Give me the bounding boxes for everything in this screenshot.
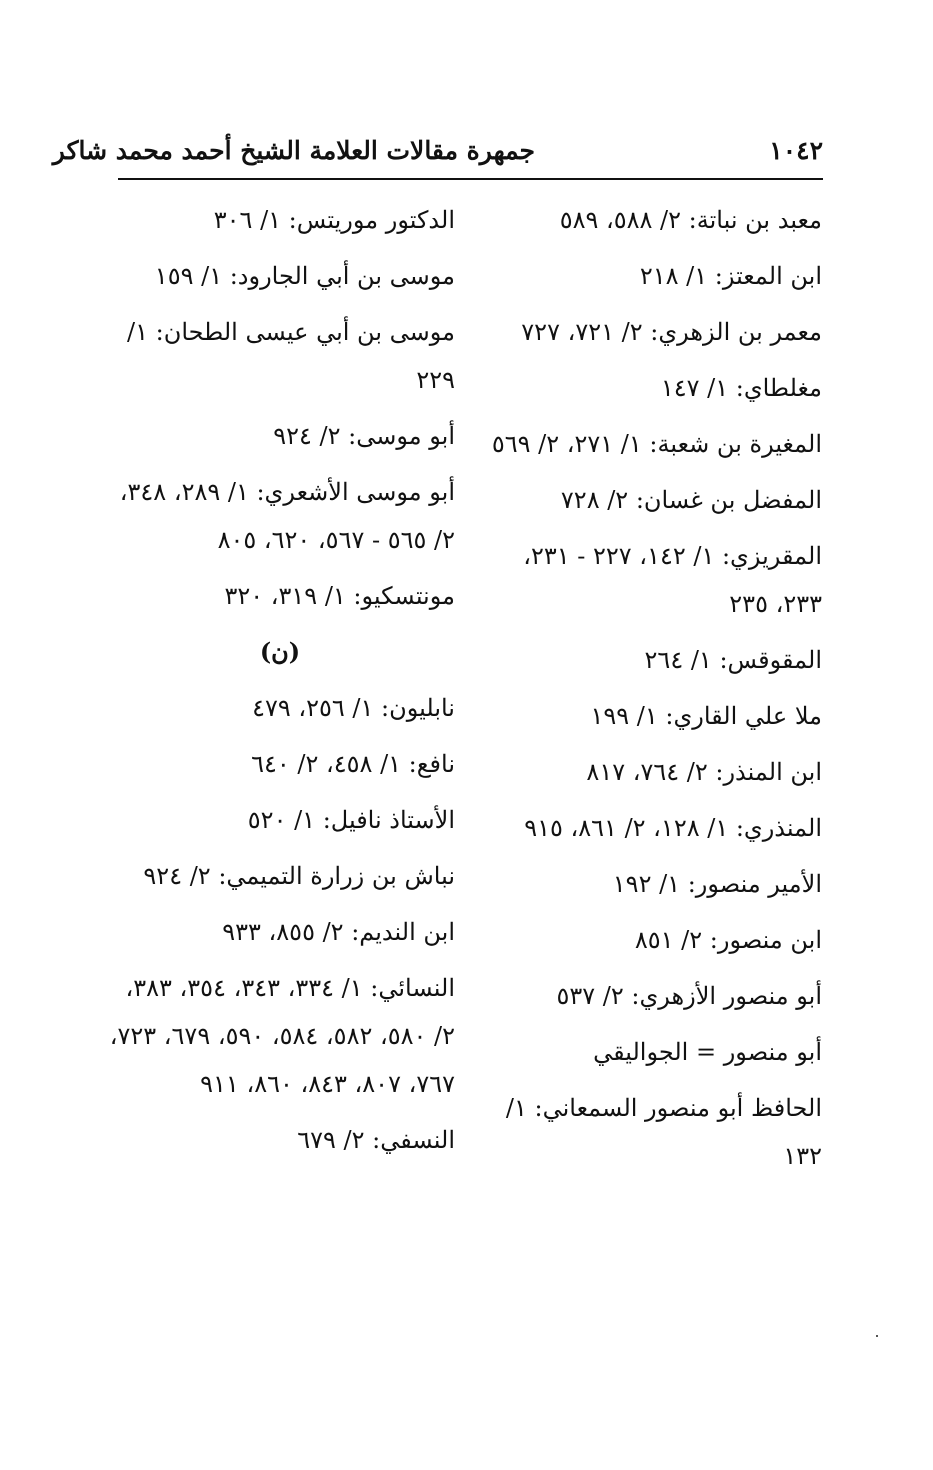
index-entry: الدكتور موريتس: ١/ ٣٠٦ — [213, 206, 455, 234]
index-entry: موسى بن أبي عيسى الطحان: ١/ ٢٢٩ — [127, 318, 455, 394]
scan-speck — [876, 1335, 878, 1337]
index-entry: ابن النديم: ٢/ ٨٥٥، ٩٣٣ — [222, 918, 455, 946]
index-entry: المغيرة بن شعبة: ١/ ٢٧١، ٢/ ٥٦٩ — [491, 430, 822, 458]
index-entry: الأمير منصور: ١/ ١٩٢ — [612, 870, 822, 898]
index-column-right — [472, 196, 822, 1188]
page-number: ١٠٤٢ — [769, 136, 823, 165]
index-entry: المقريزي: ١/ ١٤٢، ٢٢٧ - ٢٣١، ٢٣٣، ٢٣٥ — [523, 542, 822, 618]
index-entry: الحافظ أبو منصور السمعاني: ١/ ١٣٢ — [505, 1094, 822, 1170]
index-entry: ابن منصور: ٢/ ٨٥١ — [634, 926, 822, 954]
index-entry: نافع: ١/ ٤٥٨، ٢/ ٦٤٠ — [251, 750, 455, 778]
index-entry: المقوقس: ١/ ٢٦٤ — [644, 646, 822, 674]
page-header — [52, 132, 823, 174]
index-entry: النسائي: ١/ ٣٣٤، ٣٤٣، ٣٥٤، ٣٨٣، ٢/ ٥٨٠، ٥٨٢، ٥٨٤، ٥٩٠، ٦٧٩، ٧٢٣، ٧٦٧، ٨٠٧، ٨٤٣، ٨٦٠، ٩١١ — [109, 974, 455, 1098]
index-entry: ابن المعتز: ١/ ٢١٨ — [639, 262, 822, 290]
index-entry: معبد بن نباتة: ٢/ ٥٨٨، ٥٨٩ — [559, 206, 822, 234]
index-entry: المنذري: ١/ ١٢٨، ٢/ ٨٦١، ٩١٥ — [524, 814, 822, 842]
index-entry: معمر بن الزهري: ٢/ ٧٢١، ٧٢٧ — [521, 318, 822, 346]
index-entry: ابن المنذر: ٢/ ٧٦٤، ٨١٧ — [586, 758, 822, 786]
index-entry: مونتسكيو: ١/ ٣١٩، ٣٢٠ — [224, 582, 455, 610]
running-title: جمهرة مقالات العلامة الشيخ أحمد محمد شاكر — [52, 136, 535, 165]
index-entry: أبو موسى: ٢/ ٩٢٤ — [273, 422, 455, 450]
section-letter-heading: (ن) — [259, 637, 301, 666]
index-entry: النسفي: ٢/ ٦٧٩ — [297, 1126, 455, 1154]
index-entry: الأستاذ نافيل: ١/ ٥٢٠ — [247, 806, 455, 834]
index-entry: أبو منصور = الجواليقي — [593, 1038, 822, 1066]
index-entry: ملا علي القاري: ١/ ١٩٩ — [590, 702, 822, 730]
index-entry: نباش بن زرارة التميمي: ٢/ ٩٢٤ — [143, 862, 455, 890]
index-entry: المفضل بن غسان: ٢/ ٧٢٨ — [560, 486, 822, 514]
index-column-left — [105, 196, 455, 1172]
index-entry: موسى بن أبي الجارود: ١/ ١٥٩ — [154, 262, 455, 290]
index-entry: أبو منصور الأزهري: ٢/ ٥٣٧ — [556, 982, 822, 1010]
index-entry: مغلطاي: ١/ ١٤٧ — [660, 374, 822, 402]
index-entry: نابليون: ١/ ٢٥٦، ٤٧٩ — [252, 694, 455, 722]
index-entry: أبو موسى الأشعري: ١/ ٢٨٩، ٣٤٨، ٢/ ٥٦٥ - ٥٦٧، ٦٢٠، ٨٠٥ — [119, 478, 455, 554]
header-rule — [118, 178, 823, 180]
